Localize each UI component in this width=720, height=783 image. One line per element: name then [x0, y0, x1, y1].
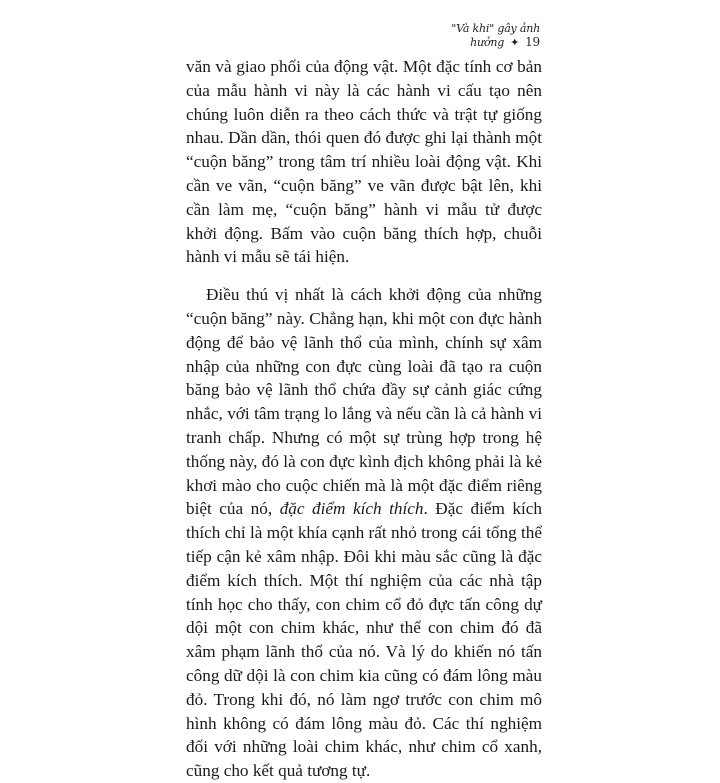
running-title: "Và khi" gây ảnh hưởng	[451, 22, 540, 49]
emphasized-term: đặc điểm kích thích	[279, 499, 424, 519]
ornament-icon: ✦	[510, 36, 520, 49]
page-number: 19	[525, 35, 540, 49]
paragraph-2-text-a: Điều thú vị nhất là cách khởi động của những “cuộn băng” này. Chẳng hạn, khi một con đực hành động để bảo vệ lãnh thổ của mình, chính sự xâm nhập của những con đực cùng loài đã tạo ra cuộn băng bảo vệ lãnh thổ chứa đầy sự cảnh giác cứng nhắc, với tâm trạng lo lắng và nếu cần là cả hành vi tranh chấp. Nhưng có một sự trùng hợp trong hệ thống này, đó là con đực kình địch không phải là kẻ khơi mào cho cuộc chiến mà là một đặc điểm riêng biệt của nó,	[186, 285, 542, 519]
page-body	[186, 55, 542, 783]
paragraph-2	[186, 283, 542, 783]
paragraph-1: văn và giao phối của động vật. Một đặc tính cơ bản của mẫu hành vi này là các hành vi cấu tạo nên chúng luôn diễn ra theo cách thức và trật tự giống nhau. Dần dần, thói quen đó được ghi lại thành một “cuộn băng” trong tâm trí nhiều loài động vật. Khi cần ve vãn, “cuộn băng” ve vãn được bật lên, khi cần làm mẹ, “cuộn băng” hành vi mẫu tử được khởi động. Bấm vào cuộn băng thích hợp, chuỗi hành vi mẫu sẽ tái hiện.	[186, 57, 542, 267]
paragraph-2-text-b: . Đặc điểm kích thích chỉ là một khía cạnh rất nhỏ trong cái tổng thể tiếp cận kẻ xâm nhập. Đôi khi màu sắc cũng là đặc điểm kích thích. Một thí nghiệm của các nhà tập tính học cho thấy, con chim cổ đỏ đực tấn công dự dội một con chim khác, như thể con chim đó đã xâm phạm lãnh thổ của nó. Và lý do khiến nó tấn công dữ dội là con chim kia cũng có đám lông màu đỏ. Trong khi đó, nó làm ngơ trước con chim mô hình không có đám lông màu đỏ. Các thí nghiệm đối với những loài chim khác, như chim cổ xanh, cũng cho kết quả tương tự.	[186, 499, 542, 781]
running-header	[380, 22, 540, 49]
